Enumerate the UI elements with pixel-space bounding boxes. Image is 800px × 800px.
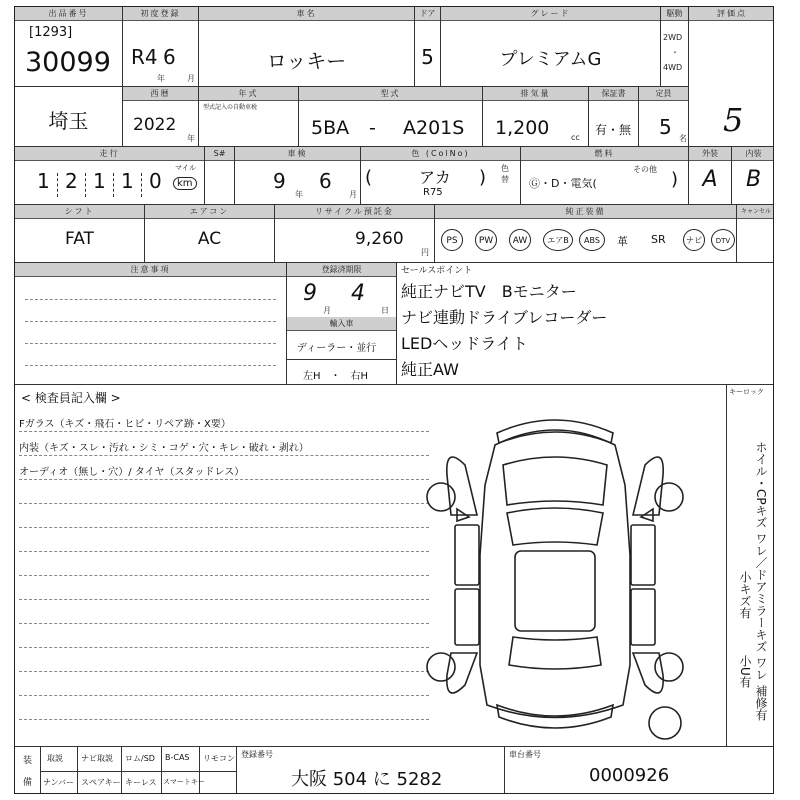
note-small-scratch: 小キズ有 [738,571,752,619]
first-reg-month: 6 [163,45,176,69]
shaken-month-unit: 月 [349,190,357,199]
sales-point-1: 純正ナビTV Bモニター [401,282,577,301]
caution-cell [15,263,287,385]
equip-side-cell [15,747,41,794]
reg-expiry-cell [287,263,397,385]
door-header: ドア [415,7,440,21]
reg-expiry-month-unit: 月 [323,306,331,315]
interior-grade: B [745,167,762,192]
recycle-unit: 円 [421,248,429,257]
exterior-header: 外装 [689,147,731,161]
year-note-cell [199,87,299,147]
model-header: 型式 [299,87,482,101]
equip-ps: PS [441,229,463,251]
plate-label: 登録番号 [241,750,273,759]
drive-4wd: 4WD [663,63,683,72]
lot-number: 30099 [25,47,111,78]
equip-navi: ナビ [683,229,705,251]
plate-number: 大阪 504 に 5282 [291,769,443,790]
car-name-header: 車名 [199,7,414,21]
sales-point-4: 純正AW [401,360,459,379]
color-change: 色替 [501,164,509,184]
shift-cell [15,205,145,263]
acc-smart-key: スマートキー [163,778,205,786]
keylock-cell [727,385,774,747]
displacement-cell [483,87,589,147]
color-name: アカ [419,168,451,187]
capacity-unit: 名 [679,134,687,143]
drive-cell [661,7,689,87]
fuel-close: ) [671,169,679,190]
recycle-cell [275,205,435,263]
shaken-cell [235,147,361,205]
aircon-cell [145,205,275,263]
import-steering: 左H ・ 右H [303,371,369,382]
drive-2wd: 2WD [663,33,683,42]
year-label-header: 年式 [199,87,298,101]
first-reg-era: R4 [131,45,158,69]
mileage-unit-km: km [173,177,197,190]
equip-pw: PW [475,229,497,251]
equip-airbag: エアB [543,229,573,251]
acc-navi-manual: ナビ取説 [81,754,113,763]
displacement-header: 排気量 [483,87,588,101]
mileage-digit-3: 1 [93,169,106,193]
recycle-header: リサイクル預託金 [275,205,434,219]
lot-cell [15,7,123,87]
equipment-cell [435,205,737,263]
door-cell [415,7,441,87]
import-header: 輸入車 [287,317,396,331]
fuel-other: その他 [633,165,657,174]
acc-remote: リモコン [203,754,235,763]
note-wheel-mirror: ホイル・CPキズ ワレ／ドアミラーキズ ワレ [754,441,768,681]
mileage-digit-4: 1 [121,169,134,193]
inspector-interior: 内装（キズ・スレ・汚れ・シミ・コゲ・穴・キレ・破れ・剥れ） [19,443,309,454]
mileage-cell [15,147,205,205]
model-year-header: 西暦 [123,87,198,101]
model-cell [299,87,483,147]
acc-manual: 取説 [47,754,63,763]
sharp-header: S# [205,147,234,161]
model-dash: - [369,117,376,139]
equip-abs: ABS [579,229,605,251]
inspector-glass: Fガラス（キズ・飛石・ヒビ・リペア跡・X要） [19,419,231,430]
sales-point-2: ナビ連動ドライブレコーダー [401,308,608,327]
first-reg-header: 初度登録 [123,7,198,21]
equip-dtv: DTV [711,229,735,251]
shift: FAT [65,229,94,249]
mileage-header: 走行 [15,147,204,161]
acc-bcas: B-CAS [165,753,190,762]
drive-dot: ・ [671,48,679,57]
mileage-digit-1: 1 [37,169,50,193]
lot-header: 出品番号 [15,7,122,21]
capacity: 5 [659,115,672,139]
doors: 5 [421,45,434,69]
car-name: ロッキー [266,49,347,73]
equip-leather: 革 [617,235,628,248]
accessory-cell [41,747,237,794]
car-name-cell [199,7,415,87]
inspection-flag-header: 保証書 [589,87,638,101]
chassis-number: 0000926 [589,765,670,786]
color-cell: 色 (ColNo) アカ R75 ( ) 色替 [361,147,521,205]
equip-side-1: 装 [23,756,33,766]
chassis-cell [505,747,774,794]
keylock-label: キーロック [729,388,764,396]
aircon: AC [197,229,222,249]
grade-cell [441,7,661,87]
region-cell [15,87,123,147]
acc-plate: ナンバー [43,778,75,787]
inspector-title: < 検査員記入欄 > [21,391,121,405]
year-note: 型式記入の自動車税 [203,104,258,111]
aircon-header: エアコン [145,205,274,219]
lot-code: [1293] [29,25,73,40]
region: 埼玉 [48,109,89,133]
equip-aw: AW [509,229,531,251]
score-cell [689,7,774,147]
equip-side-2: 備 [23,778,33,788]
model-year-unit: 年 [187,134,195,143]
cancel-header: キャンセル [737,205,774,219]
reg-expiry-day-unit: 日 [381,306,389,315]
inspection-flag: 有・無 [595,123,632,137]
interior-cell [732,147,774,205]
color-header: 色 (ColNo) [361,147,520,161]
score-header: 評価点 [689,7,774,21]
grade-header: グレード [441,7,660,21]
inspection-flag-cell [589,87,639,147]
import-dealer: ディーラー・並行 [297,343,377,354]
shaken-year-unit: 年 [295,190,303,199]
capacity-cell [639,87,689,147]
model-year-cell [123,87,199,147]
interior-header: 内装 [732,147,774,161]
score: 5 [723,101,744,139]
exterior-cell [689,147,732,205]
plate-cell [237,747,505,794]
displacement-unit: cc [571,133,580,142]
cancel-cell [737,205,774,263]
note-small-u: 小U有 [738,655,752,688]
sales-point-3: LEDヘッドライト [401,334,528,353]
sales-point-header: セールスポイント [401,266,473,276]
model-year: 2022 [133,115,177,135]
mileage-mile: マイル [175,164,196,172]
acc-rom-sd: ロム/SD [125,754,155,763]
note-repair: 補修有 [754,685,768,721]
acc-keyless: キーレス [125,778,157,787]
sales-point-cell [397,263,774,385]
first-reg-cell [123,7,199,87]
shaken-month: 6 [319,169,332,193]
auction-sheet [14,6,774,794]
reg-expiry-month: 9 [303,281,317,306]
first-reg-year-unit: 年 [157,74,165,83]
inspector-audio: オーディオ（無し・穴）/ タイヤ（スタッドレス） [19,467,245,478]
grade: プレミアムG [499,49,602,70]
fuel-cell [521,147,689,205]
model-code: A201S [403,117,465,139]
drive-header: 駆動 [661,7,688,21]
fuel-header: 燃料 [521,147,688,161]
mileage-digit-5: 0 [149,169,162,193]
exterior-grade: A [702,167,718,192]
displacement: 1,200 [495,117,550,139]
equip-sunroof: SR [651,233,666,246]
car-diagram-icon [425,405,685,745]
chassis-label: 車台番号 [509,750,541,759]
color-code: R75 [423,187,443,198]
shift-header: シフト [15,205,144,219]
mileage-digit-2: 2 [65,169,78,193]
caution-header: 注意事項 [15,263,286,277]
reg-expiry-header: 登録済期限 [287,263,396,277]
acc-spare-key: スペアキー [81,778,121,787]
shaken-year: 9 [273,169,286,193]
inspector-area [15,385,727,747]
recycle-fee: 9,260 [355,229,404,249]
capacity-header: 定員 [639,87,688,101]
fuel-options: Ⓖ・D・電気( [529,177,597,190]
equipment-header: 純正装備 [435,205,736,219]
reg-expiry-day: 4 [351,281,365,306]
shaken-header: 車検 [235,147,360,161]
first-reg-month-unit: 月 [187,74,195,83]
model-prefix: 5BA [311,117,350,139]
sharp-cell [205,147,235,205]
